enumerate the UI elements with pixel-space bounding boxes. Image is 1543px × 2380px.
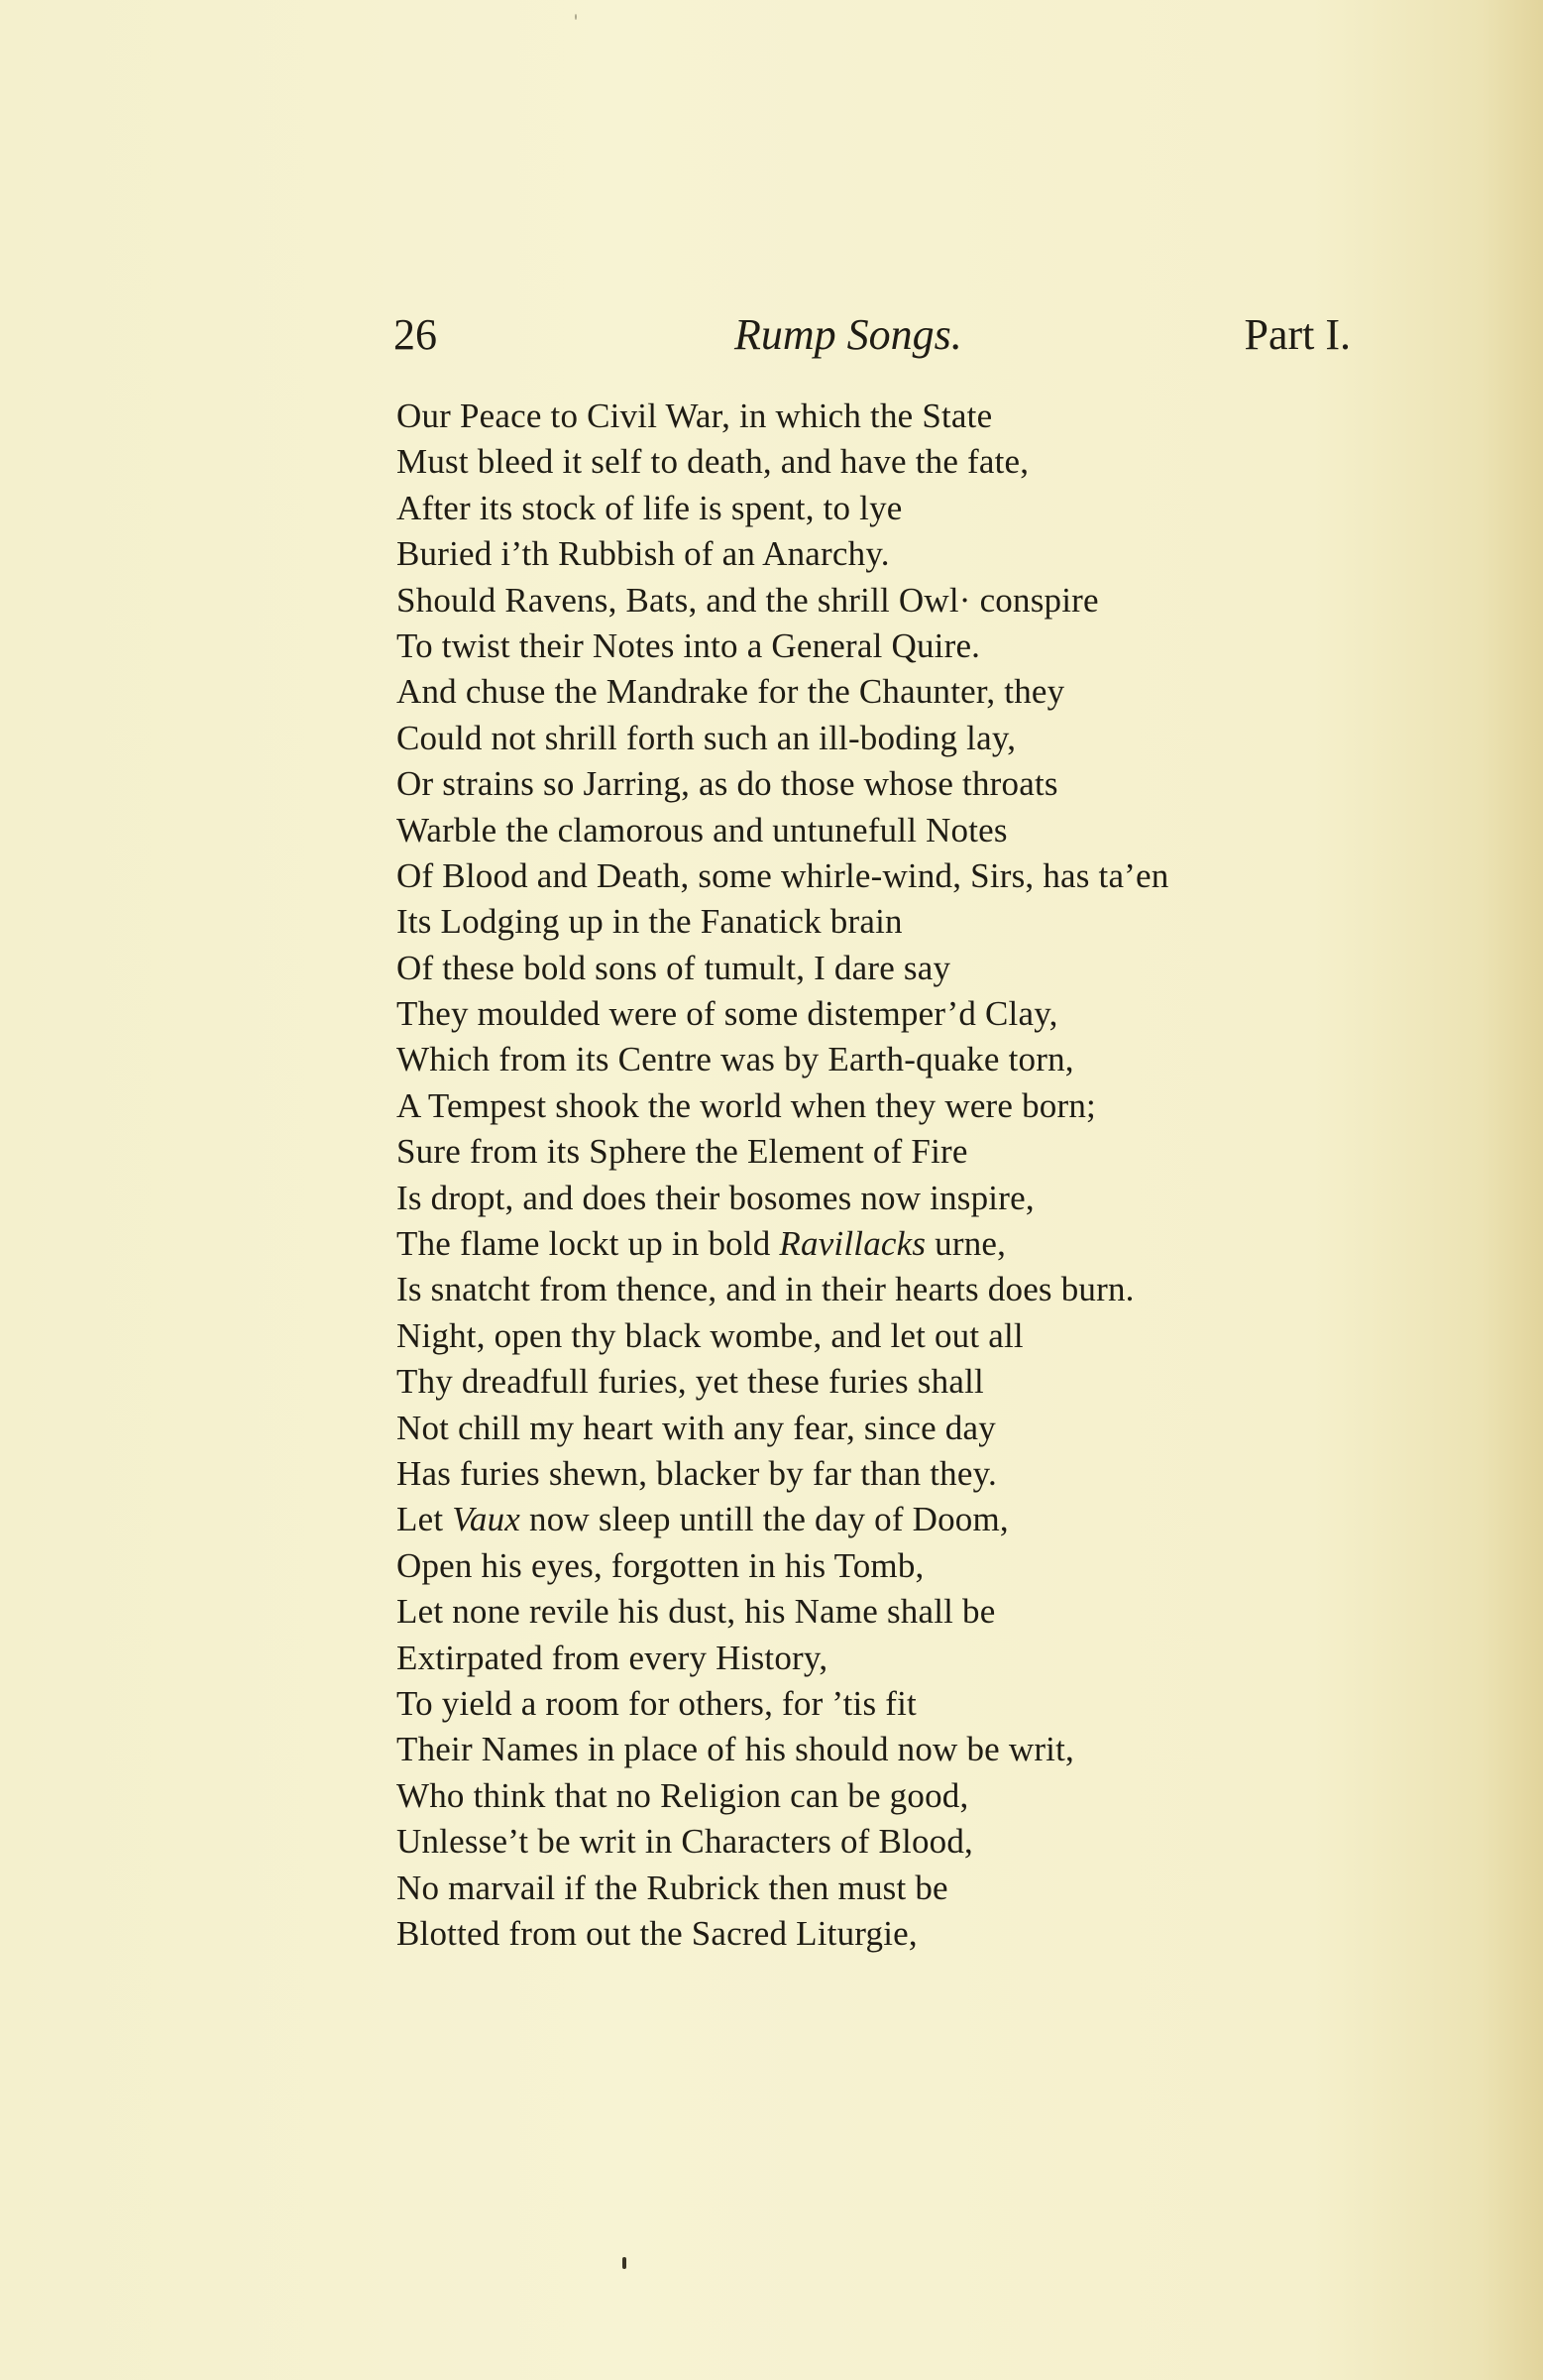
poem-line: No marvail if the Rubrick then must be [396,1868,948,1907]
poem-line: Their Names in place of his should now be writ, [396,1730,1074,1769]
poem-line: Who think that no Religion can be good, [396,1775,969,1815]
poem-line-italic: Vaux [452,1500,521,1539]
poem-line [396,1221,1348,1267]
poem-line: To yield a room for others, for ’tis fit [396,1683,917,1723]
poem-line: Its Lodging up in the Fanatick brain [396,902,903,942]
poem-line: Of these bold sons of tumult, I dare say [396,948,951,987]
poem-line: Let none revile his dust, his Name shall be [396,1592,996,1632]
poem-line: Of Blood and Death, some whirle-wind, Sirs, has ta’en [396,855,1169,895]
poem-line: Our Peace to Civil War, in which the State [396,397,993,435]
page-number: 26 [393,310,437,359]
poem-line: Blotted from out the Sacred Liturgie, [396,1913,918,1953]
poem-line: Buried i’th Rubbish of an Anarchy. [396,534,890,574]
poem-line: After its stock of life is spent, to lye [396,488,903,527]
poem-line: Open his eyes, forgotten in his Tomb, [396,1545,925,1585]
poem-line: And chuse the Mandrake for the Chaunter, they [396,672,1065,712]
poem-line: A Tempest shook the world when they were born; [396,1085,1096,1125]
poem-line-text: now sleep untill the day of Doom, [520,1500,1009,1539]
poem-line-text: Let [396,1500,453,1539]
part-label: Part I. [1244,310,1351,359]
ink-speck [575,14,577,20]
poem-line: Is dropt, and does their bosomes now inspire, [396,1178,1035,1217]
poem-line-italic: Ravillacks [779,1224,927,1264]
running-title: Rump Songs. [734,310,962,359]
poem-line: Unlesse’t be writ in Characters of Blood, [396,1822,974,1862]
poem-line: Extirpated from every History, [396,1638,828,1677]
poem-line: Must bleed it self to death, and have the fate, [396,442,1030,482]
poem-line-text: The flame lockt up in bold [396,1224,780,1264]
poem-line: Could not shrill forth such an ill-boding lay, [396,718,1017,757]
poem-line: Not chill my heart with any fear, since day [396,1408,996,1447]
poem-line: Or strains so Jarring, as do those whose throats [396,764,1058,804]
poem-line: Is snatcht from thence, and in their hearts does burn. [396,1270,1135,1309]
poem-line: They moulded were of some distemper’d Clay, [396,994,1058,1034]
poem-line: Should Ravens, Bats, and the shrill Owl· conspire [396,580,1099,620]
poem-line: Thy dreadfull furies, yet these furies shall [396,1362,984,1402]
poem-line [396,1497,1348,1542]
poem-line: Night, open thy black wombe, and let out all [396,1315,1024,1355]
ink-speck [622,2257,626,2269]
poem-line: Has furies shewn, blacker by far than they. [396,1453,997,1493]
running-head [393,305,1351,365]
poem-body [396,394,1348,1957]
poem-line-text: urne, [926,1224,1007,1264]
poem-line: Sure from its Sphere the Element of Fire [396,1132,968,1172]
poem-line: Warble the clamorous and untunefull Notes [396,810,1008,850]
poem-line: Which from its Centre was by Earth-quake torn, [396,1040,1074,1079]
poem-line: To twist their Notes into a General Quire. [396,625,981,665]
